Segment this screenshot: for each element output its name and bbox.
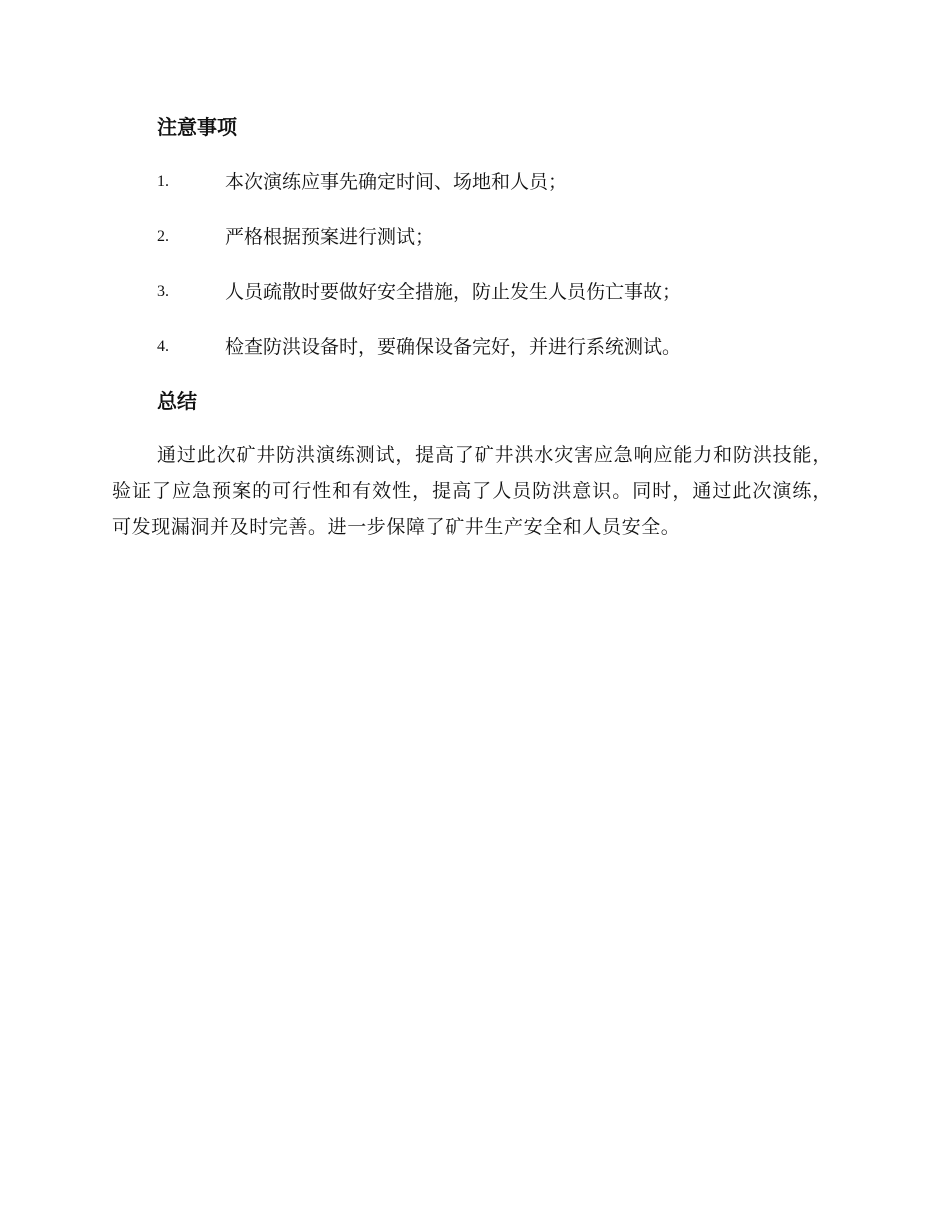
list-item-number: 4. xyxy=(157,338,169,355)
list-item-text: 本次演练应事先确定时间、场地和人员； xyxy=(225,171,568,193)
list-item-text: 人员疏散时要做好安全措施，防止发生人员伤亡事故； xyxy=(225,281,682,303)
list-item xyxy=(157,277,837,332)
list-item-number: 2. xyxy=(157,228,169,245)
notes-list xyxy=(157,167,837,387)
list-item xyxy=(157,332,837,387)
list-item-text: 检查防洪设备时，要确保设备完好，并进行系统测试。 xyxy=(225,336,682,358)
list-item-number: 1. xyxy=(157,173,169,190)
list-item-number: 3. xyxy=(157,283,169,300)
list-item-text: 严格根据预案进行测试； xyxy=(225,226,435,248)
summary-heading: 总结 xyxy=(157,389,197,413)
notes-heading: 注意事项 xyxy=(157,115,237,139)
list-item xyxy=(157,222,837,277)
summary-paragraph: 通过此次矿井防洪演练测试，提高了矿井洪水灾害应急响应能力和防洪技能，验证了应急预案的可行性和有效性，提高了人员防洪意识。同时，通过此次演练，可发现漏洞并及时完善。进一步保障了矿井生产安全和人员安全。 xyxy=(112,444,832,538)
list-item xyxy=(157,167,837,222)
